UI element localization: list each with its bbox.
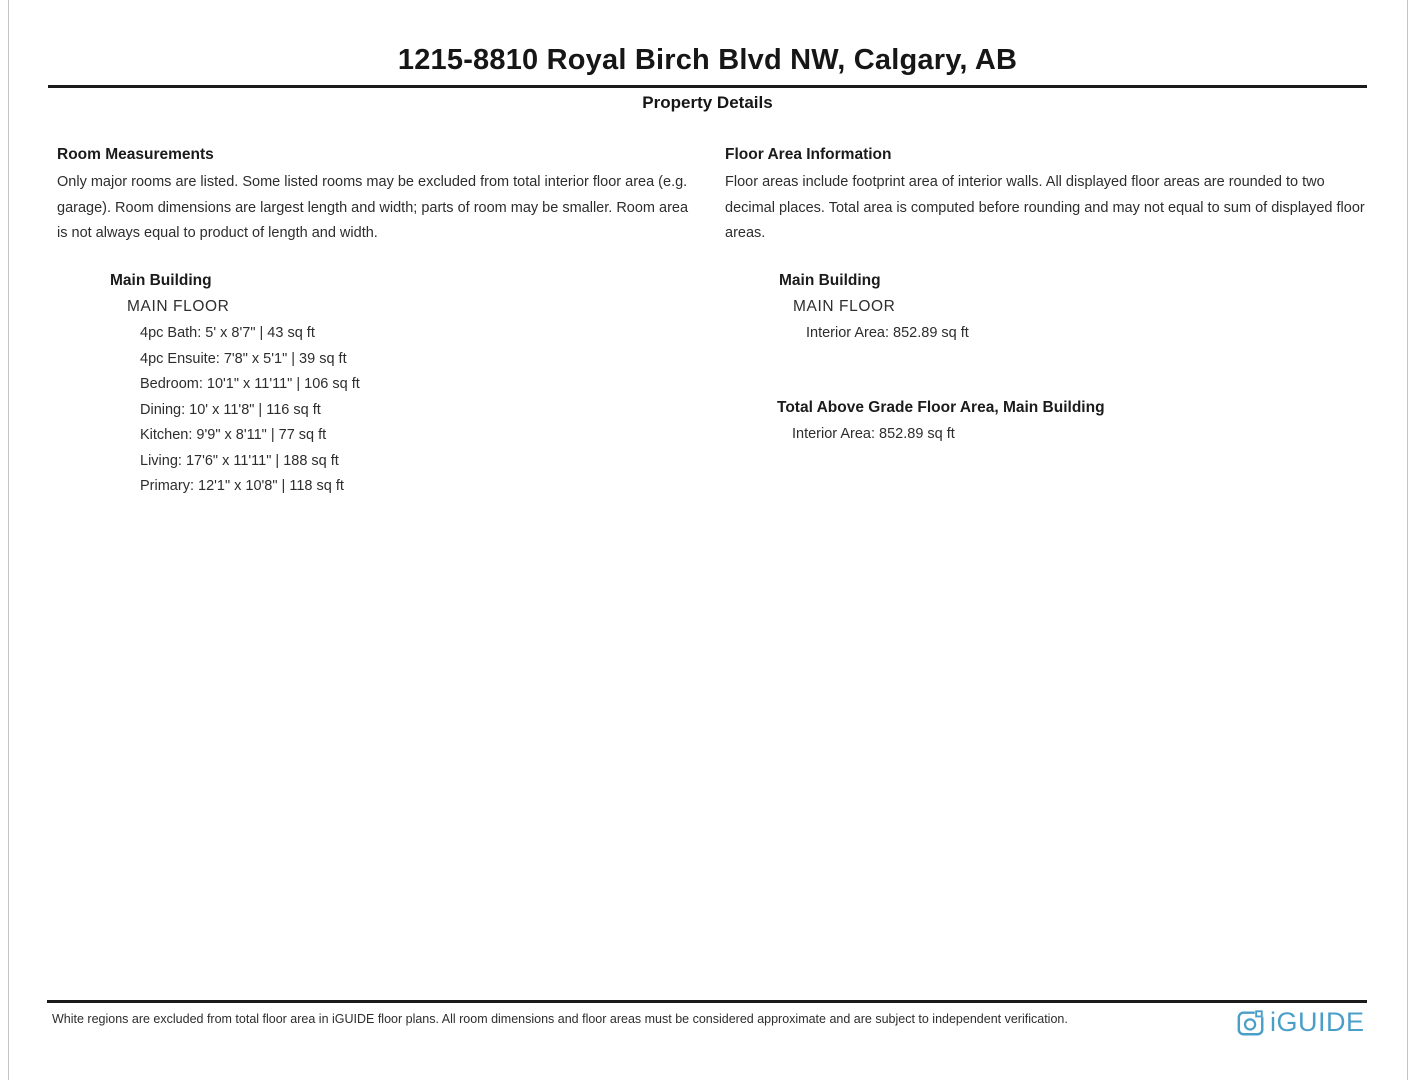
room-row-living: Living: 17'6" x 11'11" | 188 sq ft <box>140 452 339 469</box>
room-row-dining: Dining: 10' x 11'8" | 116 sq ft <box>140 401 321 418</box>
page-left-border <box>8 0 9 1080</box>
floor-area-floor-name: MAIN FLOOR <box>793 298 896 315</box>
room-measurements-floor-name: MAIN FLOOR <box>127 298 230 315</box>
room-measurements-description: Only major rooms are listed. Some listed rooms may be excluded from total interior floor area (e.g. garage). Room dimensions are largest length and width; parts of room may be smaller. Room area is not always equal to product of length and width. <box>57 174 689 242</box>
room-list <box>140 321 360 500</box>
camera-icon <box>1236 1008 1266 1038</box>
room-row-bedroom: Bedroom: 10'1" x 11'11" | 106 sq ft <box>140 376 360 392</box>
room-row-4pc-ensuite: 4pc Ensuite: 7'8" x 5'1" | 39 sq ft <box>140 350 347 367</box>
footer-divider <box>47 1000 1367 1003</box>
room-row-primary: Primary: 12'1" x 10'8" | 118 sq ft <box>140 478 344 494</box>
footer-disclaimer: White regions are excluded from total floor area in iGUIDE floor plans. All room dimensions and floor areas must be considered approximate and are subject to independent verification. <box>52 1012 1068 1026</box>
main-floor-interior-area: Interior Area: 852.89 sq ft <box>806 325 969 341</box>
room-row-4pc-bath: 4pc Bath: 5' x 8'7" | 43 sq ft <box>140 325 315 341</box>
total-above-grade-heading: Total Above Grade Floor Area, Main Building <box>777 399 1105 416</box>
iguide-wordmark: iGUIDE <box>1270 1007 1365 1037</box>
page-title: 1215-8810 Royal Birch Blvd NW, Calgary, AB <box>397 44 1018 76</box>
page-subtitle: Property Details <box>642 93 773 112</box>
page-right-border <box>1407 0 1408 1080</box>
floor-area-information-heading: Floor Area Information <box>725 146 892 163</box>
room-measurements-heading: Room Measurements <box>57 146 214 163</box>
room-measurements-building-name: Main Building <box>110 272 212 289</box>
floor-area-information-description: Floor areas include footprint area of interior walls. All displayed floor areas are rounded to two decimal places. Total area is computed before rounding and may not equal to sum of displayed floor areas. <box>725 174 1365 242</box>
total-above-grade-interior-area: Interior Area: 852.89 sq ft <box>792 426 955 442</box>
iguide-logo <box>1236 1007 1365 1038</box>
title-divider <box>48 85 1367 88</box>
room-row-kitchen: Kitchen: 9'9" x 8'11" | 77 sq ft <box>140 427 327 443</box>
floor-area-building-name: Main Building <box>779 272 881 289</box>
